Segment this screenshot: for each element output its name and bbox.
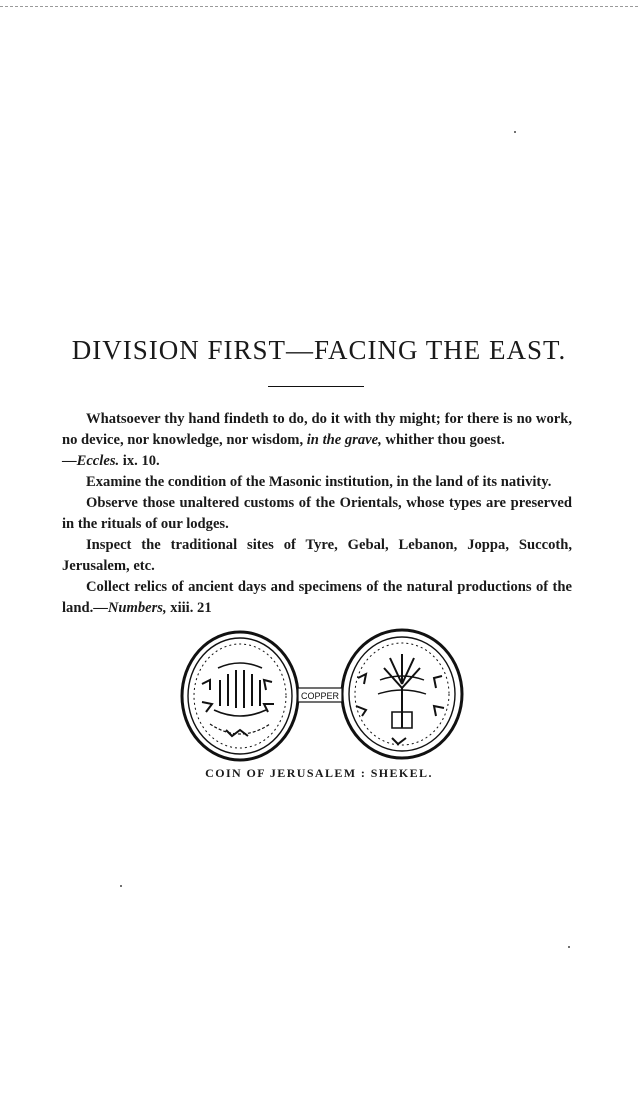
heading-divider <box>268 386 364 387</box>
paragraph-collect <box>62 577 572 619</box>
figure-caption: COIN OF JERUSALEM : SHEKEL. <box>205 766 433 780</box>
speck <box>568 946 570 948</box>
top-edge-rule <box>0 6 638 7</box>
speck <box>120 885 122 887</box>
copper-label: COPPER <box>300 691 340 701</box>
coin-right <box>342 630 462 758</box>
text-run: whither thou goest. <box>381 432 505 448</box>
text-run: xiii. 21 <box>166 600 212 616</box>
copper-tag <box>298 688 342 702</box>
italic-text: Numbers, <box>107 600 167 616</box>
text-run: Collect relics of ancient days and specimens of the natural productions of the land.— <box>62 579 572 616</box>
text-run: Whatsoever thy hand findeth to do, do it with thy might; for there is no work, no device, nor knowledge, nor wisdom, <box>62 411 572 448</box>
paragraph-ecclesiastes <box>62 409 572 472</box>
paragraph-inspect: Inspect the traditional sites of Tyre, Gebal, Lebanon, Joppa, Succoth, Jerusalem, etc. <box>62 537 572 574</box>
speck <box>514 131 516 133</box>
paragraph-observe: Observe those unaltered customs of the Orientals, whose types are preserved in the rituals of our lodges. <box>62 495 572 532</box>
body-text <box>62 409 572 619</box>
text-run: ix. 10. <box>119 453 160 469</box>
coin-illustration <box>180 628 466 764</box>
italic-text: in the grave, <box>306 432 382 448</box>
coin-left <box>182 632 298 760</box>
italic-text: Eccles. <box>76 453 120 469</box>
text-run: — <box>62 453 77 469</box>
page-heading: DIVISION FIRST—FACING THE EAST. <box>71 335 567 365</box>
paragraph-examine: Examine the condition of the Masonic institution, in the land of its nativity. <box>86 474 552 490</box>
